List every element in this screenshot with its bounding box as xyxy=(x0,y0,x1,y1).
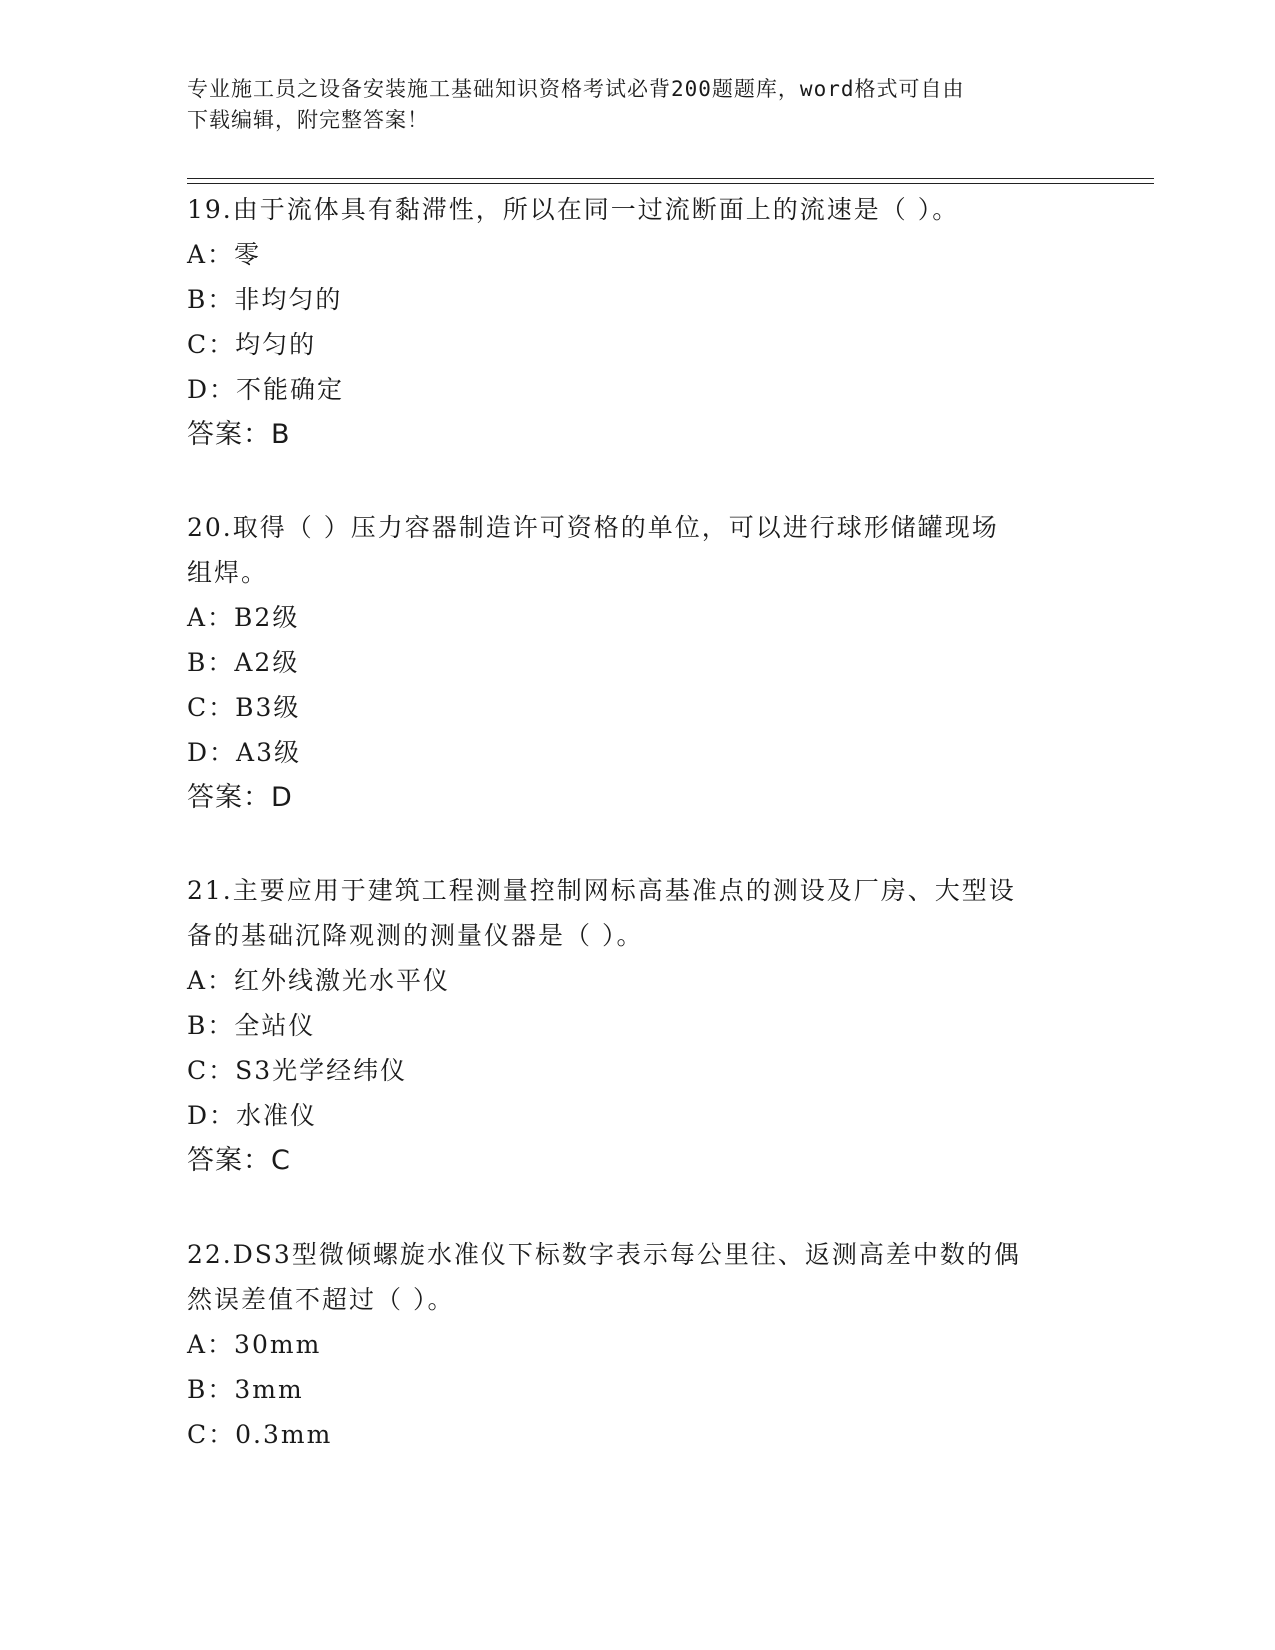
option-a: A：零 xyxy=(187,240,262,269)
question-stem: 20.取得（ ）压力容器制造许可资格的单位，可以进行球形储罐现场 xyxy=(187,513,999,542)
option-a: A：30mm xyxy=(187,1330,322,1359)
option-d: D：A3级 xyxy=(187,738,302,767)
option-c: C：B3级 xyxy=(187,693,301,722)
option-c: C：0.3mm xyxy=(187,1420,333,1449)
header-title-line-2: 下载编辑，附完整答案！ xyxy=(187,108,429,132)
option-d: D：不能确定 xyxy=(187,375,345,404)
option-b: B：全站仪 xyxy=(187,1011,316,1040)
question-22 xyxy=(187,1232,1067,1457)
question-19 xyxy=(187,187,1067,457)
option-d: D：水准仪 xyxy=(187,1101,318,1130)
question-stem: 19.由于流体具有黏滞性，所以在同一过流断面上的流速是（ ）。 xyxy=(187,195,960,224)
question-stem: 21.主要应用于建筑工程测量控制网标高基准点的测设及厂房、大型设 xyxy=(187,876,1016,905)
option-a: A：红外线激光水平仪 xyxy=(187,966,451,995)
header-divider-bottom xyxy=(187,183,1154,184)
question-stem-continued: 然误差值不超过（ ）。 xyxy=(187,1285,455,1314)
document-header xyxy=(187,74,1067,136)
question-stem-continued: 组焊。 xyxy=(187,558,269,587)
question-21 xyxy=(187,868,1067,1183)
option-b: B：非均匀的 xyxy=(187,285,343,314)
question-stem-continued: 备的基础沉降观测的测量仪器是（ ）。 xyxy=(187,921,644,950)
answer-label: 答案：C xyxy=(187,1145,291,1176)
answer-label: 答案：D xyxy=(187,782,293,813)
option-b: B：3mm xyxy=(187,1375,304,1404)
option-a: A：B2级 xyxy=(187,603,300,632)
answer-label: 答案：B xyxy=(187,419,291,450)
option-c: C：S3光学经纬仪 xyxy=(187,1056,408,1085)
question-20 xyxy=(187,505,1067,820)
option-b: B：A2级 xyxy=(187,648,300,677)
header-divider-top xyxy=(187,178,1154,179)
header-title-line-1: 专业施工员之设备安装施工基础知识资格考试必背200题题库，word格式可自由 xyxy=(187,77,965,101)
option-c: C：均匀的 xyxy=(187,330,317,359)
question-stem: 22.DS3型微倾螺旋水准仪下标数字表示每公里往、返测高差中数的偶 xyxy=(187,1240,1021,1269)
